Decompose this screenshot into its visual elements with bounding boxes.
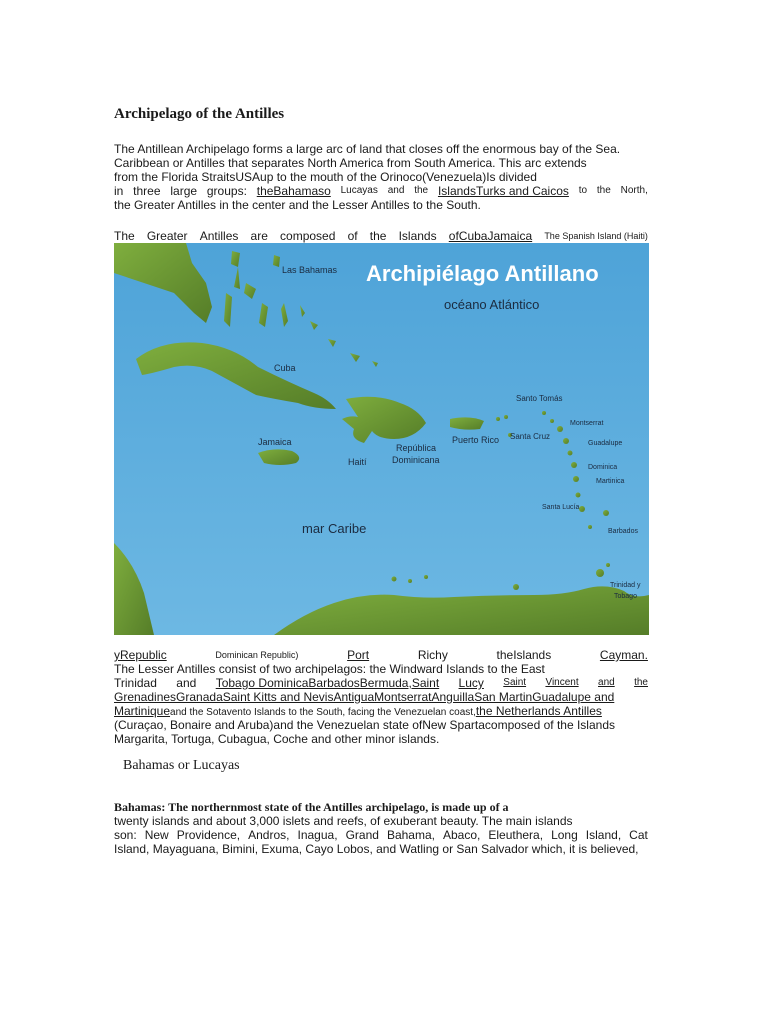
word: Bahama, bbox=[386, 828, 435, 842]
link-bahamas[interactable]: theBahamaso bbox=[256, 184, 331, 198]
label-guadalupe: Guadalupe bbox=[588, 440, 623, 447]
link-republic[interactable]: yRepublic bbox=[114, 648, 167, 662]
paragraph-1-line-5: the Greater Antilles in the center and the Lesser Antilles to the South. bbox=[114, 198, 481, 212]
word: in bbox=[114, 184, 124, 198]
paragraph-2-line-1 bbox=[114, 229, 648, 243]
label-dominicana-1: República bbox=[396, 443, 437, 453]
paragraph-1-line-2: Caribbean or Antilles that separates North America from South America. This arc extends bbox=[114, 156, 587, 170]
word: the bbox=[596, 185, 611, 196]
jamaica-island bbox=[258, 449, 299, 465]
word: theIslands bbox=[496, 648, 552, 662]
label-dominica: Dominica bbox=[588, 464, 618, 471]
word: groups: bbox=[206, 184, 247, 198]
word: Abaco, bbox=[442, 828, 481, 842]
word: and bbox=[387, 185, 405, 196]
paragraph-3-line-2: The Lesser Antilles consist of two archipelagos: the Windward Islands to the East bbox=[114, 662, 545, 676]
paragraph-1-line-1 bbox=[114, 142, 648, 156]
word: North, bbox=[620, 185, 648, 196]
word: of bbox=[347, 229, 358, 243]
label-cuba: Cuba bbox=[274, 363, 296, 373]
word: Grand bbox=[345, 828, 379, 842]
word: Providence, bbox=[176, 828, 241, 842]
paragraph-4-intro: Bahamas: The northernmost state of the Antilles archipelago, is made up of a bbox=[114, 800, 509, 814]
word: Dominican Republic) bbox=[215, 650, 299, 660]
paragraph-3-line-7: Margarita, Tortuga, Cubagua, Coche and other minor islands. bbox=[114, 732, 440, 746]
paragraph-3-line-6: (Curaçao, Bonaire and Aruba)and the Venezuelan state ofNew Spartacomposed of the Islands bbox=[114, 718, 615, 732]
label-trinidad-2: Tobago bbox=[614, 593, 637, 600]
word: three bbox=[133, 184, 161, 198]
word: The bbox=[114, 229, 135, 243]
paragraph-1-line-3: from the Florida StraitsUSAup to the mouth of the Orinoco(Venezuela)Is divided bbox=[114, 170, 537, 184]
word: Richy bbox=[417, 648, 448, 662]
word: Lucy bbox=[458, 676, 484, 690]
word: the bbox=[634, 677, 648, 688]
link-cuba-jamaica[interactable]: ofCubaJamaica bbox=[448, 229, 533, 243]
word: Greater bbox=[146, 229, 188, 243]
word: Long bbox=[551, 828, 578, 842]
label-santo-tomas: Santo Tomás bbox=[516, 394, 563, 403]
label-haiti: Haití bbox=[348, 457, 367, 467]
word: Eleuthera, bbox=[488, 828, 544, 842]
word: New bbox=[144, 828, 169, 842]
label-barbados: Barbados bbox=[608, 528, 638, 535]
word: composed bbox=[280, 229, 336, 243]
word: Cat bbox=[629, 828, 648, 842]
paragraph-4-line-2: twenty islands and about 3,000 islets and reefs, of exuberant beauty. The main islands bbox=[114, 814, 573, 828]
word: Saint bbox=[503, 677, 527, 688]
word: and the Sotavento Islands to the South, facing the Venezuelan coast, bbox=[170, 707, 476, 718]
word: Lucayas bbox=[340, 185, 378, 196]
link-cayman[interactable]: Cayman. bbox=[599, 648, 648, 662]
page-title: Archipelago of the Antilles bbox=[114, 106, 285, 122]
label-jamaica: Jamaica bbox=[258, 437, 292, 447]
word: the bbox=[369, 229, 387, 243]
paragraph-4-line-3 bbox=[114, 828, 648, 842]
label-caribe: mar Caribe bbox=[302, 521, 367, 536]
label-santa-lucia: Santa Lucía bbox=[542, 504, 580, 511]
label-montserrat: Montserrat bbox=[570, 420, 604, 427]
word: and bbox=[598, 677, 615, 688]
label-santa-cruz: Santa Cruz bbox=[510, 432, 551, 441]
label-atlantic: océano Atlántico bbox=[444, 297, 540, 312]
word: large bbox=[170, 184, 198, 198]
link-islands-list[interactable]: Tobago DominicaBarbadosBermuda,Saint bbox=[215, 676, 440, 690]
label-trinidad-1: Trinidad y bbox=[610, 582, 641, 589]
label-martinica: Martinica bbox=[596, 478, 625, 485]
word: Vincent bbox=[545, 677, 579, 688]
word: and bbox=[176, 676, 197, 690]
map-title: Archipiélago Antillano bbox=[366, 261, 599, 286]
antilles-map bbox=[114, 243, 649, 635]
link-netherlands-antilles[interactable]: the Netherlands Antilles bbox=[475, 704, 602, 718]
word: Island, bbox=[585, 828, 622, 842]
label-bahamas: Las Bahamas bbox=[282, 265, 338, 275]
word: Islands bbox=[398, 229, 437, 243]
label-dominicana-2: Dominicana bbox=[392, 455, 440, 465]
link-martinique[interactable]: Martinique bbox=[114, 704, 171, 718]
puerto-rico-island bbox=[450, 417, 484, 429]
word: Antilles bbox=[199, 229, 239, 243]
link-port[interactable]: Port bbox=[347, 648, 370, 662]
word: to bbox=[578, 185, 588, 196]
word: Trinidad bbox=[114, 676, 157, 690]
word: The Spanish Island (Haiti) bbox=[544, 231, 648, 241]
paragraph-3-line-3 bbox=[114, 676, 648, 690]
paragraph-3-line-4[interactable]: GrenadinesGranadaSaint Kitts and NevisAntiguaMontserratAnguillaSan MartinGuadalupe and bbox=[114, 690, 615, 704]
word: son: bbox=[114, 828, 137, 842]
section-heading: Bahamas or Lucayas bbox=[123, 758, 240, 773]
link-turks-caicos[interactable]: IslandsTurks and Caicos bbox=[437, 184, 569, 198]
paragraph-4-line-4: Island, Mayaguana, Bimini, Exuma, Cayo Lobos, and Watling or San Salvador which, it is believed, bbox=[114, 842, 639, 856]
word: the bbox=[414, 185, 429, 196]
word: Inagua, bbox=[297, 828, 338, 842]
label-puerto-rico: Puerto Rico bbox=[452, 435, 500, 445]
word: Andros, bbox=[248, 828, 290, 842]
text: The Antillean Archipelago forms a large arc of land that closes off the enormous bay of the Sea. bbox=[114, 142, 621, 156]
paragraph-1-line-4 bbox=[114, 184, 648, 198]
word: are bbox=[250, 229, 268, 243]
paragraph-3-line-1 bbox=[114, 648, 648, 662]
